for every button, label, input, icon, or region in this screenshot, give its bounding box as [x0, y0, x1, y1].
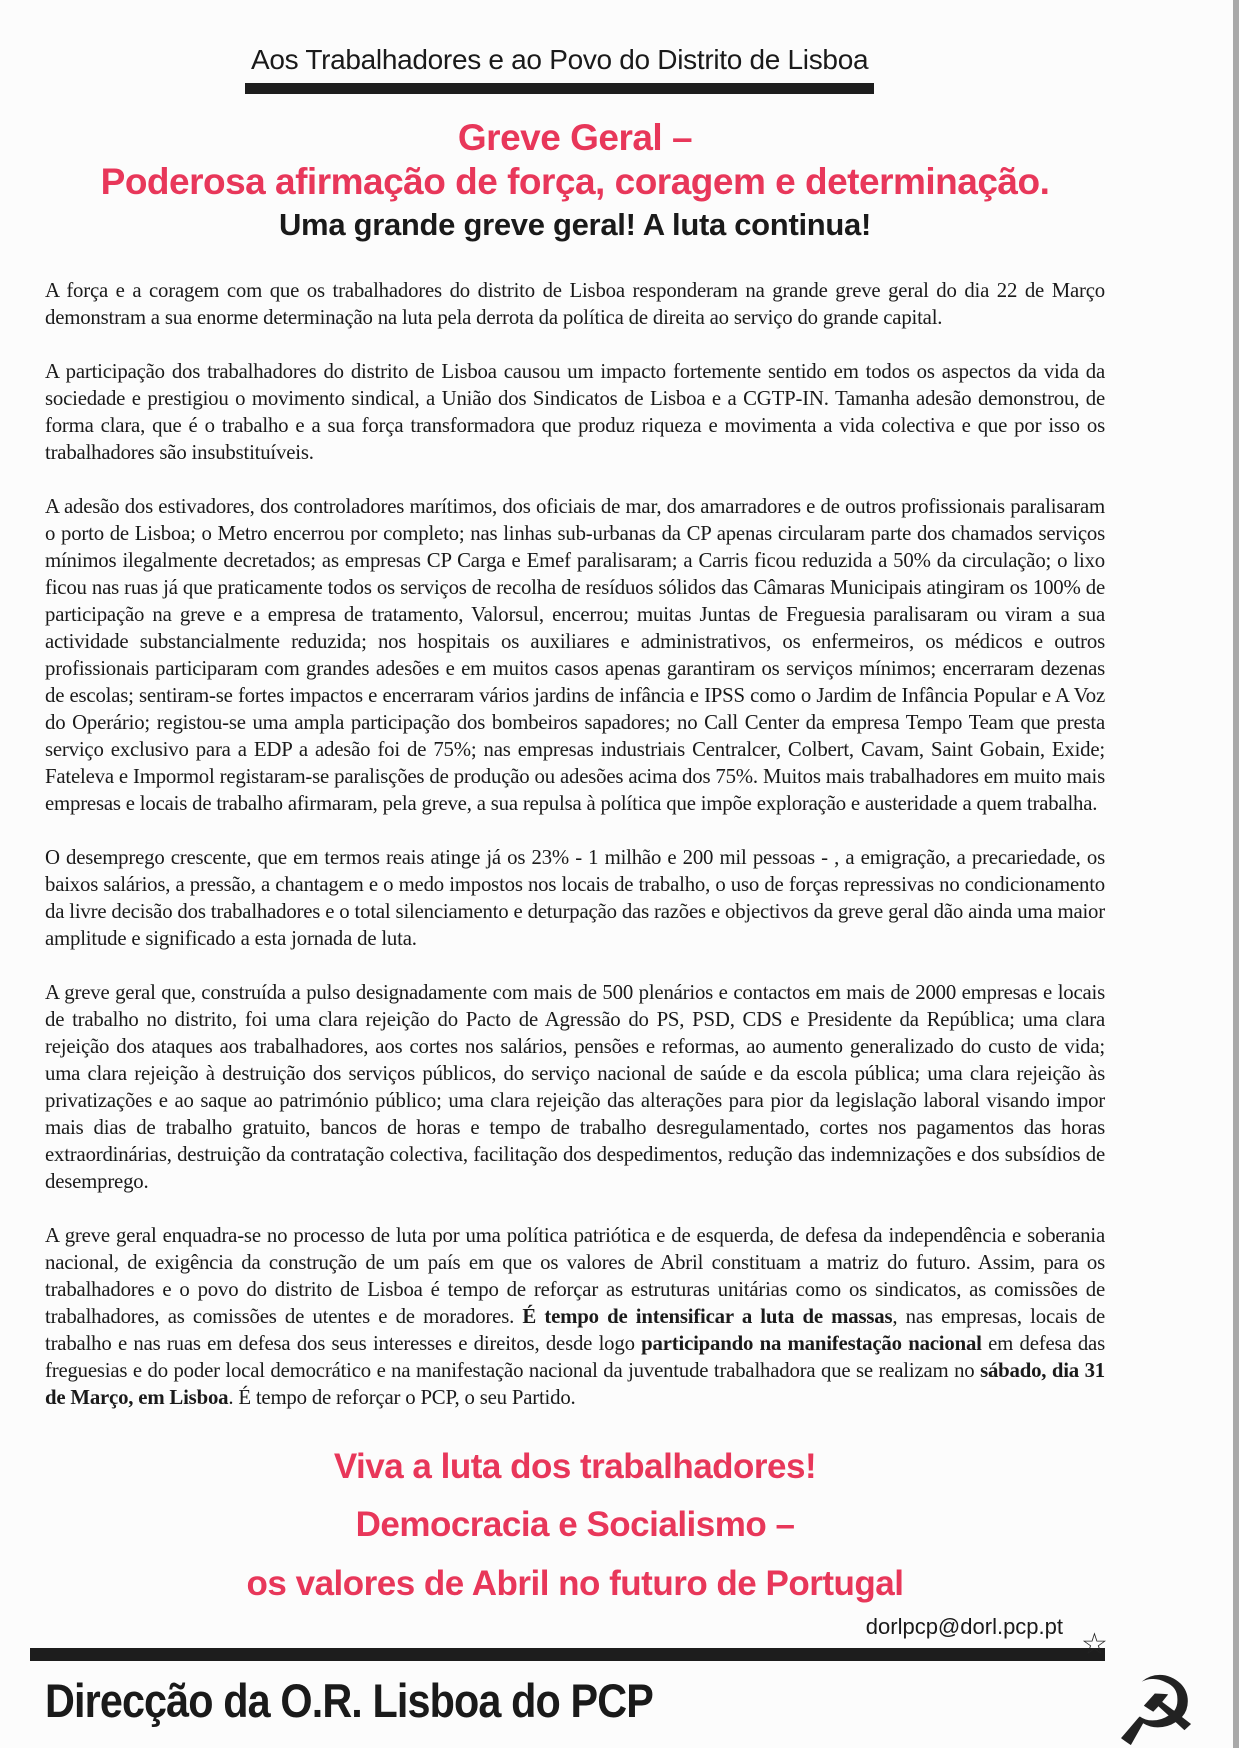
banner-title: Aos Trabalhadores e ao Povo do Distrito de Lisboa — [251, 44, 869, 75]
body-text — [45, 277, 1105, 1411]
scan-edge-artifact — [1233, 0, 1239, 1748]
paragraph-6-segment: . É tempo de reforçar o PCP, o seu Partido. — [228, 1386, 576, 1410]
slogan-line-1: Viva a luta dos trabalhadores! — [333, 1447, 817, 1487]
star-icon: ☆ — [1081, 1627, 1108, 1662]
subheadline: Uma grande greve geral! A luta continua! — [278, 207, 872, 243]
paragraph-6-segment: A greve geral enquadra-se no processo de luta por uma política patriótica e de esquerda, de defesa da independência e soberania nacional, de exigência da construção de um país em que os valores de Abril constituam a matriz do futuro. Assim, para os trabalhadores e o povo do distrito de Lisboa é tempo de reforçar as estruturas unitárias como os sindicatos, as comissões de trabalhadores, as comissões de utentes e de moradores. — [45, 1224, 1105, 1329]
slogans-block — [45, 1438, 1105, 1612]
slogan-line-3: os valores de Abril no futuro de Portugal — [246, 1563, 904, 1603]
hammer-and-sickle-icon: ☭ — [1112, 1656, 1199, 1748]
paragraph-6-bold-segment: É tempo de intensificar a luta de massas — [522, 1305, 893, 1329]
paragraph-5: A greve geral que, construída a pulso designadamente com mais de 500 plenários e contactos em mais de 2000 empresas e locais de trabalho no distrito, foi uma clara rejeição do Pacto de Agressão do PS, PSD, CDS e Presidente da República; uma clara rejeição dos ataques aos trabalhadores, aos cortes nos salários, pensões e reformas, ao aumento generalizado do custo de vida; uma clara rejeição à destruição dos serviços públicos, do serviço nacional de saúde e da escola pública; uma clara rejeição às privatizações e ao saque ao património público; uma clara rejeição das alterações para pior da legislação laboral visando impor mais dias de trabalho gratuito, bancos de horas e tempo de trabalho desregulamentado, cortes nos pagamentos das horas extraordinárias, destruição da contratação colectiva, facilitação dos despedimentos, redução das indemnizações e dos subsídios de desemprego. — [45, 981, 1105, 1194]
headline-line-2: Poderosa afirmação de força, coragem e determinação. — [100, 160, 1050, 202]
paragraph-6-bold-segment: participando na manifestação nacional — [641, 1332, 982, 1356]
paragraph-6-segment: em defesa das freguesias e do poder local democrático e na manifestação nacional da juventude trabalhadora que se realizam no — [45, 1332, 1105, 1383]
contact-email: dorlpcp@dorl.pcp.pt — [865, 1614, 1063, 1639]
paragraph-4: O desemprego crescente, que em termos reais atinge já os 23% - 1 milhão e 200 mil pessoas - , a emigração, a precariedade, os baixos salários, a pressão, a chantagem e o medo impostos nos locais de trabalho, o uso de forças repressivas no condicionamento da livre decisão dos trabalhadores e o total silenciamento e deturpação das razões e objectivos da greve geral dão ainda uma maior amplitude e significado a esta jornada de luta. — [45, 846, 1105, 951]
bottom-section — [45, 1614, 1105, 1728]
banner — [245, 44, 874, 94]
paragraph-6-segment: , nas empresas, locais de trabalho e nas ruas em defesa dos seus interesses e direitos, desde logo — [45, 1305, 1106, 1356]
headline-block — [45, 116, 1105, 203]
paragraph-6-bold-segment: sábado, dia 31 de Março, em Lisboa — [45, 1359, 1105, 1410]
footer-organization: Direcção da O.R. Lisboa do PCP — [45, 1674, 653, 1727]
paragraph-3: A adesão dos estivadores, dos controladores marítimos, dos oficiais de mar, dos amarradores e de outros profissionais paralisaram o porto de Lisboa; o Metro encerrou por completo; nas linhas sub-urbanas da CP apenas circularam parte dos chamados serviços mínimos ilegalmente decretados; as empresas CP Carga e Emef paralisaram; a Carris ficou reduzida a 50% da circulação; o lixo ficou nas ruas já que praticamente todos os serviços de recolha de resíduos sólidos das Câmaras Municipais atingiram os 100% de participação na greve e a empresa de tratamento, Valorsul, encerrou; muitas Juntas de Freguesia paralisaram ou viram a sua actividade substancialmente reduzida; nos hospitais os auxiliares e administrativos, os enfermeiros, os médicos e outros profissionais participaram com grandes adesões e em muitos casos apenas garantiram os serviços mínimos; encerraram dezenas de escolas; sentiram-se fortes impactos e encerraram vários jardins de infância e IPSS como o Jardim de Infância Popular e A Voz do Operário; registou-se uma ampla participação dos bombeiros sapadores; no Call Center da empresa Tempo Team que presta serviço exclusivo para a EDP a adesão foi de 75%; nas empresas industriais Centralcer, Colbert, Cavam, Saint Gobain, Exide; Fateleva e Impormol registaram-se paralisções de produção ou adesões acima dos 75%. Muitos mais trabalhadores em muito mais empresas e locais de trabalho afirmaram, pela greve, a sua repulsa à política que impõe exploração e austeridade a quem trabalha. — [45, 495, 1105, 816]
slogan-line-2: Democracia e Socialismo – — [355, 1505, 795, 1545]
banner-underline-bar — [245, 83, 874, 94]
paragraph-1: A força e a coragem com que os trabalhadores do distrito de Lisboa responderam na grande greve geral do dia 22 de Março demonstram a sua enorme determinação na luta pela derrota da política de direita ao serviço do grande capital. — [45, 279, 1105, 330]
pcp-logo — [1079, 1627, 1199, 1748]
headline-line-1: Greve Geral – — [457, 117, 693, 158]
paragraph-6 — [45, 1222, 1105, 1411]
paragraph-2: A participação dos trabalhadores do distrito de Lisboa causou um impacto fortemente sentido em todos os aspectos da vida da sociedade e prestigiou o movimento sindical, a União dos Sindicatos de Lisboa e a CGTP-IN. Tamanha adesão demonstrou, de forma clara, que é o trabalho e a sua força transformadora que produz riqueza e movimenta a vida colectiva e que por isso os trabalhadores são insubstituíveis. — [45, 360, 1105, 465]
footer-divider-bar — [30, 1648, 1105, 1661]
